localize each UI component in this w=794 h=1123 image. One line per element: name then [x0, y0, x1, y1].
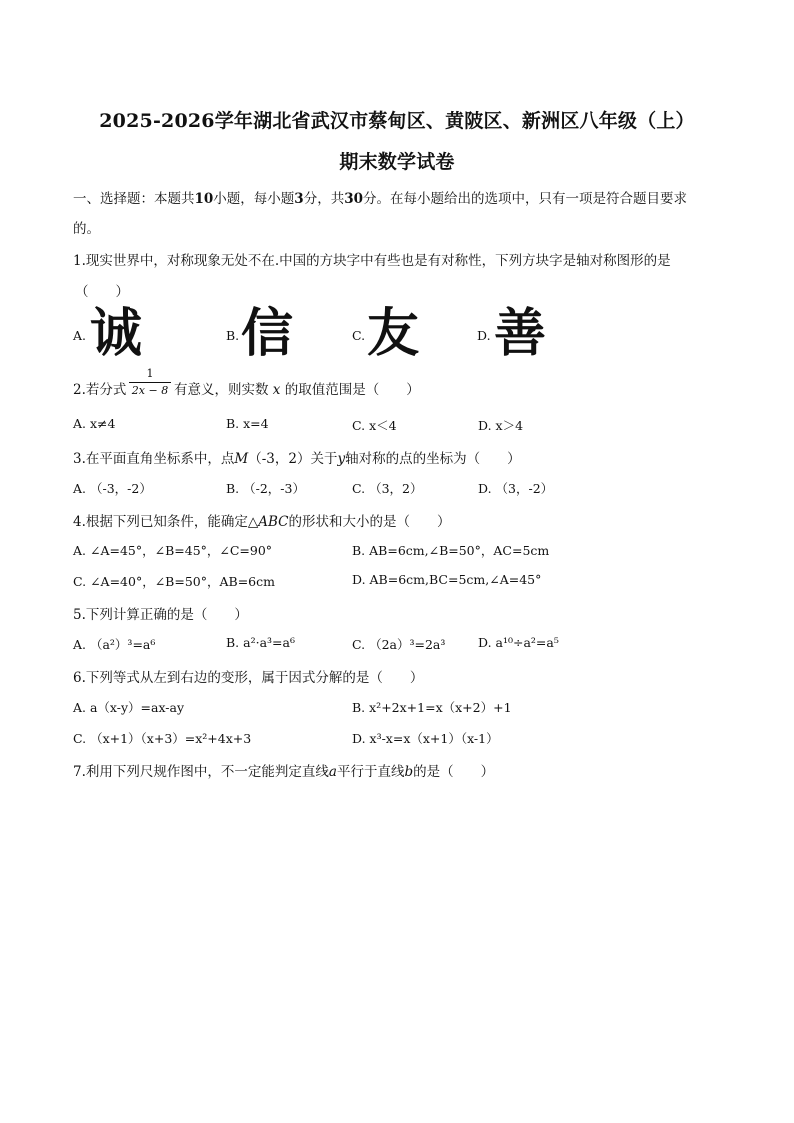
q1-option-a-letter: A. [73, 328, 87, 343]
q2-option-d: D. x＞4 [478, 418, 524, 433]
question-7-stem: 7.利用下列尺规作图中，不一定能判定直线a平行于直线b的是（ ） [73, 764, 495, 780]
q5-option-b: B. a²·a³=a⁶ [226, 635, 295, 650]
q2-fraction-numerator: 1 [146, 367, 154, 380]
section-heading-cont: 的。 [73, 221, 100, 237]
q2-fraction-denominator: 2x − 8 [131, 384, 169, 397]
question-1-paren: （ ） [75, 284, 129, 300]
question-2-prefix: 2.若分式 [73, 382, 127, 398]
q3-option-b: B. （-2，-3） [226, 481, 305, 496]
question-3-stem: 3.在平面直角坐标系中，点M（-3，2）关于y轴对称的点的坐标为（ ） [73, 451, 521, 467]
q3-option-c: C. （3，2） [352, 481, 423, 496]
q1-option-b-char: 信 [241, 304, 294, 364]
q2-option-a: A. x≠4 [73, 416, 116, 431]
q4-option-a: A. ∠A=45°，∠B=45°，∠C=90° [73, 543, 273, 558]
exam-title-line1: 2025-2026学年湖北省武汉市蔡甸区、黄陂区、新洲区八年级（上） [99, 110, 695, 132]
q2-option-b: B. x=4 [226, 416, 269, 431]
q1-option-d-letter: D. [477, 328, 491, 343]
q6-option-a: A. a（x-y）=ax-ay [73, 700, 185, 715]
q1-option-d-char: 善 [494, 304, 547, 364]
question-4-stem: 4.根据下列已知条件，能确定△ABC的形状和大小的是（ ） [73, 514, 451, 530]
q1-option-c-char: 友 [367, 304, 420, 364]
q2-fraction [128, 368, 172, 397]
q5-option-c: C. （2a）³=2a³ [352, 637, 446, 652]
q1-option-c-letter: C. [352, 328, 366, 343]
question-5-stem: 5.下列计算正确的是（ ） [73, 607, 248, 623]
q4-option-d: D. AB=6cm,BC=5cm,∠A=45° [352, 572, 542, 587]
question-6-stem: 6.下列等式从左到右边的变形，属于因式分解的是（ ） [73, 670, 424, 686]
q5-option-d: D. a¹⁰÷a²=a⁵ [478, 635, 559, 650]
section-heading: 一、选择题：本题共10小题，每小题3分，共30分。在每小题给出的选项中，只有一项是符合题目要求 [73, 191, 687, 207]
exam-title-line2: 期末数学试卷 [339, 151, 455, 173]
q3-option-a: A. （-3，-2） [73, 481, 152, 496]
question-2-suffix: 有意义，则实数 x 的取值范围是（ ） [174, 382, 420, 398]
question-1-stem: 1.现实世界中，对称现象无处不在.中国的方块字中有些也是有对称性，下列方块字是轴对称图形的是 [73, 253, 671, 269]
q4-option-c: C. ∠A=40°，∠B=50°，AB=6cm [73, 574, 275, 589]
q4-option-b: B. AB=6cm,∠B=50°，AC=5cm [352, 543, 550, 558]
q3-option-d: D. （3，-2） [478, 481, 554, 496]
q1-option-a-char: 诚 [90, 304, 143, 364]
q6-option-c: C. （x+1）（x+3）=x²+4x+3 [73, 731, 252, 746]
q6-option-d: D. x³-x=x（x+1）（x-1） [352, 731, 499, 746]
q1-option-b-letter: B. [226, 328, 240, 343]
q6-option-b: B. x²+2x+1=x（x+2）+1 [352, 700, 512, 715]
q5-option-a: A. （a²）³=a⁶ [73, 637, 156, 652]
q2-option-c: C. x＜4 [352, 418, 397, 433]
